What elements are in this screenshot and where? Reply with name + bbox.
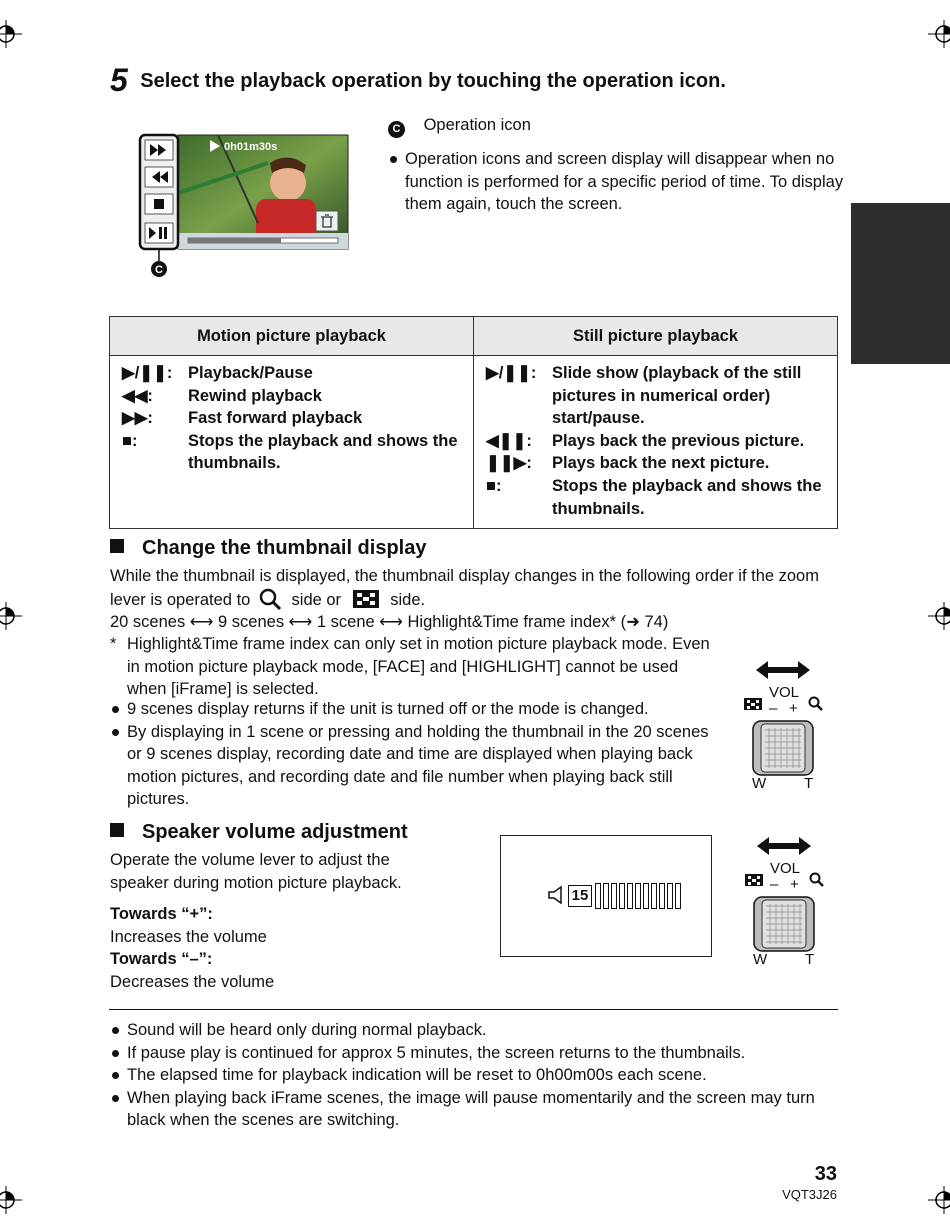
plus-text: Increases the volume: [110, 927, 267, 946]
magnifier-icon: [259, 588, 283, 610]
thumbnail-grid-icon: [745, 874, 763, 886]
vol-minus: –: [770, 876, 779, 893]
thumbnail-para-part3: side.: [390, 590, 426, 609]
zoom-lever-diagram: [742, 658, 832, 798]
list-item: If pause play is continued for approx 5 minutes, the screen returns to the thumbnails.: [110, 1042, 840, 1065]
lever-body: [752, 720, 814, 776]
zoom-lever-diagram: [743, 834, 833, 974]
table-header-still: Still picture playback: [474, 317, 838, 356]
playback-screen-figure: [138, 133, 350, 279]
rewind-icon[interactable]: [145, 167, 173, 187]
op-text: Rewind playback: [188, 386, 322, 405]
double-arrow-icon: [755, 834, 845, 856]
volume-bar: [675, 883, 681, 909]
step-title: Select the playback operation by touching the operation icon.: [140, 70, 726, 92]
op-symbol: ▶▶:: [122, 409, 153, 428]
volume-bar: [635, 883, 641, 909]
speaker-heading: [110, 821, 408, 844]
motion-op-row: [122, 407, 461, 430]
op-text: Playback/Pause: [188, 364, 313, 382]
volume-bars: [595, 883, 681, 909]
op-text: Fast forward playback: [188, 409, 363, 428]
speaker-heading-text: Speaker volume adjustment: [142, 821, 408, 843]
thumbnail-star-note-text: Highlight&Time frame index can only set in motion picture playback mode. Even in motion picture playback mode, [FACE] and [HIGHLIGHT] cannot be used when [iFrame] is selected.: [127, 635, 710, 699]
volume-bar: [659, 883, 665, 909]
op-text: Stops the playback and shows the thumbnails.: [188, 431, 458, 473]
lever-w-label: W: [753, 951, 768, 968]
speaker-paragraph: Operate the volume lever to adjust the speaker during motion picture playback.: [110, 851, 402, 892]
op-symbol: ■:: [122, 431, 138, 450]
op-symbol: ▶/❚❚:: [122, 364, 173, 382]
play-pause-icon[interactable]: [145, 223, 173, 243]
speaker-plus-minus: [110, 903, 274, 993]
footer-notes: [110, 1019, 840, 1132]
callout-badge: C: [388, 121, 405, 138]
thumbnail-grid-icon: [352, 589, 380, 609]
list-item: When playing back iFrame scenes, the image will pause momentarily and the screen may turn black when the scenes are switching.: [110, 1087, 840, 1132]
volume-bar: [667, 883, 673, 909]
vol-label: VOL: [769, 684, 800, 701]
op-text: Plays back the previous picture.: [552, 431, 805, 450]
registration-mark: [0, 596, 24, 636]
callout-label: Operation icon: [423, 116, 531, 134]
plus-label: Towards “+”:: [110, 905, 213, 923]
motion-op-row: [122, 362, 461, 385]
thumbnail-bullets: [110, 698, 720, 811]
time-label: 0h01m30s: [224, 141, 278, 153]
lever-body: [753, 896, 815, 952]
still-op-row: [486, 362, 825, 430]
registration-mark: [926, 14, 950, 54]
thumbnail-heading: [110, 537, 426, 560]
volume-bar: [651, 883, 657, 909]
magnifier-icon: [808, 696, 824, 712]
motion-ops-cell: [110, 356, 474, 529]
motion-op-row: [122, 430, 461, 475]
lever-t-label: T: [805, 951, 815, 968]
volume-bar: [627, 883, 633, 909]
divider: [109, 1009, 838, 1010]
asterisk: *: [110, 635, 117, 653]
thumbnail-para-part1: While the thumbnail is displayed, the thumbnail display changes in the following order if the zoom lever is operated to: [110, 567, 819, 609]
list-item: The elapsed time for playback indication will be reset to 0h00m00s each scene.: [110, 1064, 840, 1087]
vol-minus: –: [769, 700, 778, 717]
callout-c-letter: C: [155, 264, 163, 276]
chapter-tab: [851, 203, 950, 364]
still-ops-cell: [474, 356, 838, 529]
page-code: VQT3J26: [782, 1187, 837, 1202]
volume-screen-box: [500, 835, 712, 957]
list-item: By displaying in 1 scene or pressing and holding the thumbnail in the 20 scenes or 9 scenes display, recording date and time are displayed when playing back motion pictures, and recording date and file number when playing back still pictures.: [110, 721, 720, 811]
registration-mark: [926, 1180, 950, 1220]
op-symbol: ❚❚▶:: [486, 454, 532, 473]
op-symbol: ▶/❚❚:: [486, 364, 537, 382]
callout-legend: [388, 114, 531, 138]
thumbnail-heading-text: Change the thumbnail display: [142, 537, 427, 559]
registration-mark: [0, 1180, 24, 1220]
lever-w-label: W: [752, 775, 767, 792]
step-heading: [110, 62, 726, 99]
vol-label: VOL: [770, 860, 801, 877]
operations-table: [109, 316, 838, 529]
thumbnail-order-line: 20 scenes ⟷ 9 scenes ⟷ 1 scene ⟷ Highlight&Time frame index* (➜ 74): [110, 613, 669, 632]
still-op-row: [486, 430, 825, 453]
lever-t-label: T: [804, 775, 814, 792]
table-header-motion: Motion picture playback: [110, 317, 474, 356]
volume-bar: [603, 883, 609, 909]
square-bullet-icon: [110, 823, 124, 837]
thumbnail-star-note: [110, 633, 710, 701]
square-bullet-icon: [110, 539, 124, 553]
double-arrow-icon: [754, 658, 844, 680]
volume-bar: [595, 883, 601, 909]
thumbnail-grid-icon: [744, 698, 762, 710]
volume-bar: [619, 883, 625, 909]
magnifier-icon: [809, 872, 825, 888]
minus-label: Towards “–”:: [110, 950, 213, 969]
list-item: Sound will be heard only during normal playback.: [110, 1019, 840, 1042]
page-number: 33: [814, 1163, 837, 1185]
motion-op-row: [122, 385, 461, 408]
step-number: 5: [110, 62, 128, 98]
volume-value: 15: [568, 885, 592, 907]
thumbnail-paragraph: [110, 565, 838, 634]
playback-screenshot: [138, 133, 350, 279]
registration-mark: [926, 596, 950, 636]
fast-forward-icon[interactable]: [145, 140, 173, 160]
op-text: Plays back the next picture.: [552, 454, 770, 473]
vol-plus: +: [789, 700, 798, 717]
op-text: Stops the playback and shows the thumbnails.: [552, 476, 822, 518]
minus-text: Decreases the volume: [110, 972, 275, 991]
op-text: Slide show (playback of the still pictures in numerical order) start/pause.: [552, 364, 802, 428]
still-op-row: [486, 475, 825, 520]
registration-mark: [0, 14, 24, 54]
thumbnail-para-part2: side or: [291, 590, 342, 609]
op-symbol: ◀◀:: [122, 386, 153, 405]
volume-bar: [643, 883, 649, 909]
stop-icon[interactable]: [145, 194, 173, 214]
still-op-row: [486, 452, 825, 475]
op-symbol: ◀❚❚:: [486, 431, 532, 450]
speaker-icon: [547, 885, 567, 905]
vol-plus: +: [790, 876, 799, 893]
op-symbol: ■:: [486, 476, 502, 495]
list-item: 9 scenes display returns if the unit is turned off or the mode is changed.: [110, 698, 720, 721]
intro-bullet: Operation icons and screen display will disappear when no function is performed for a specific period of time. To display them again, touch the screen.: [388, 148, 845, 216]
volume-bar: [611, 883, 617, 909]
